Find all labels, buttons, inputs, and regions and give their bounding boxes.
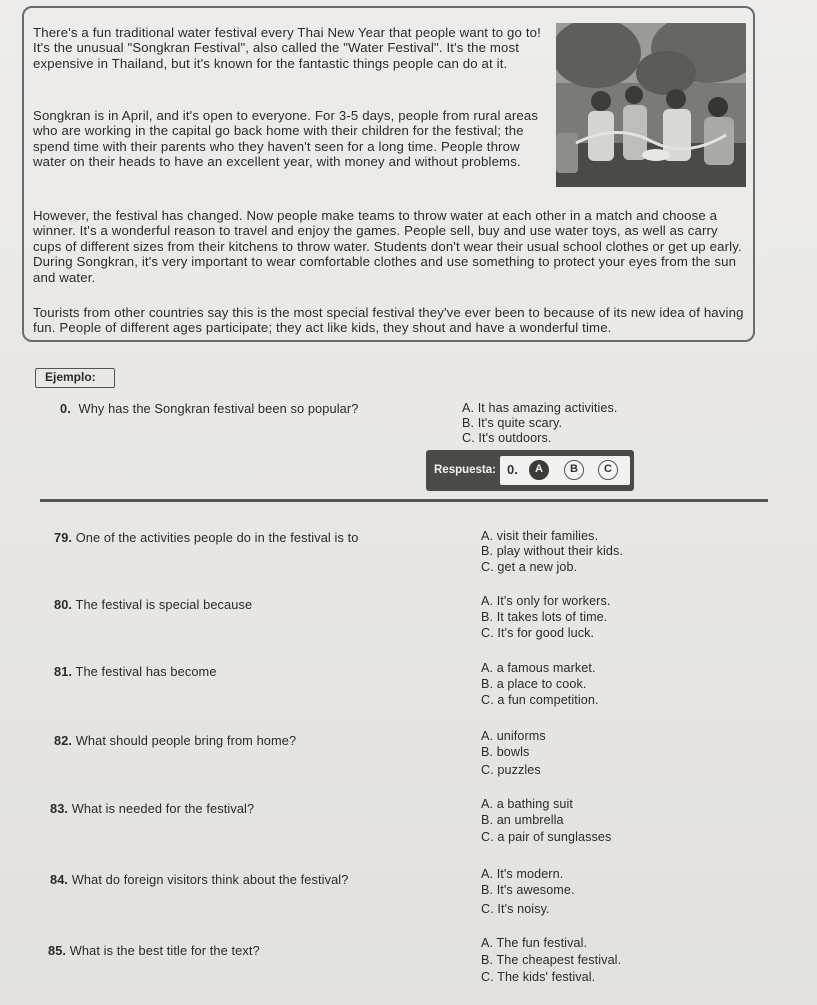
example-question-number: 0. (60, 401, 71, 416)
question-81-option-a: A. a famous market. (481, 661, 596, 675)
question-83-number: 83. (50, 801, 69, 816)
question-82-option-b: B. bowls (481, 745, 530, 759)
answer-bubble-c: C (598, 460, 618, 480)
question-83-option-b: B. an umbrella (481, 813, 564, 827)
example-question-text: Why has the Songkran festival been so popular? (78, 401, 359, 416)
question-85-option-b: B. The cheapest festival. (481, 953, 622, 967)
question-85-option-c: C. The kids' festival. (481, 970, 596, 984)
question-82-option-a: A. uniforms (481, 729, 546, 743)
question-82-option-c: C. puzzles (481, 763, 541, 777)
question-84-option-b: B. It's awesome. (481, 883, 575, 897)
reading-paragraph-3: However, the festival has changed. Now people make teams to throw water at each other in a match and choose a winner. It's a wonderful reason to travel and enjoy the games. People sell, buy and use water toys, as well as carry cups of different sizes from their kitchens to throw water. Students don't wear their usual school clothes or get up early. During Songkran, it's very important to wear comfortable clothes and use something to protect your eyes from the sun and water. (33, 208, 742, 285)
question-84-number: 84. (50, 872, 69, 887)
question-84 (50, 872, 348, 887)
example-option-a: A. It has amazing activities. (462, 401, 618, 415)
example-option-c: C. It's outdoors. (462, 431, 552, 445)
section-divider (40, 499, 768, 502)
example-question (60, 401, 358, 416)
question-85-number: 85. (48, 943, 67, 958)
question-81-option-b: B. a place to cook. (481, 677, 587, 691)
reading-paragraph-2: Songkran is in April, and it's open to everyone. For 3-5 days, people from rural areas who are working in the capital go back home with their children for the festival; the spend time with their parents who they haven't seen for a long time. People throw water on their heads to have an excellent year, with money and without problems. (33, 108, 539, 170)
question-82 (54, 733, 296, 748)
festival-photo (556, 23, 746, 187)
reading-paragraph-4: Tourists from other countries say this is the most special festival they've ever been to because of its new idea of having fun. People of different ages participate; they act like kids, they shout and have a wonderful time. (33, 305, 744, 336)
question-84-text: What do foreign visitors think about the festival? (71, 872, 349, 887)
reading-paragraph-1: There's a fun traditional water festival every Thai New Year that people want to go to! It's the unusual "Songkran Festival", also called the "Water Festival". It's the most expensive in Thailand, but it's known for the fantastic things people can do at it. (33, 25, 541, 71)
question-79 (54, 530, 358, 545)
question-84-option-a: A. It's modern. (481, 867, 564, 881)
question-81 (54, 664, 217, 679)
question-81-text: The festival has become (75, 664, 217, 679)
question-85 (48, 943, 260, 958)
question-80 (54, 597, 252, 612)
question-83-text: What is needed for the festival? (71, 801, 255, 816)
question-84-option-c: C. It's noisy. (481, 902, 550, 916)
question-85-option-a: A. The fun festival. (481, 936, 588, 950)
question-79-number: 79. (54, 530, 73, 545)
answer-label: Respuesta: (434, 464, 496, 476)
question-83-option-c: C. a pair of sunglasses (481, 830, 612, 844)
answer-bubble-b: B (564, 460, 584, 480)
question-83-option-a: A. a bathing suit (481, 797, 574, 811)
answer-bubble-a: A (529, 460, 549, 480)
question-81-option-c: C. a fun competition. (481, 693, 599, 707)
example-label: Ejemplo: (35, 368, 115, 388)
answer-number: 0. (507, 462, 518, 477)
question-83 (50, 801, 254, 816)
question-81-number: 81. (54, 664, 73, 679)
festival-photo-illustration (556, 23, 746, 187)
question-85-text: What is the best title for the text? (69, 943, 260, 958)
example-option-b: B. It's quite scary. (462, 416, 563, 430)
question-82-text: What should people bring from home? (75, 733, 297, 748)
question-80-text: The festival is special because (75, 597, 253, 612)
question-79-text: One of the activities people do in the festival is to (75, 530, 359, 545)
question-79-option-b: B. play without their kids. (481, 544, 623, 558)
question-79-option-a: A. visit their families. (481, 529, 599, 543)
question-80-number: 80. (54, 597, 73, 612)
question-80-option-c: C. It's for good luck. (481, 626, 595, 640)
question-80-option-b: B. It takes lots of time. (481, 610, 608, 624)
question-79-option-c: C. get a new job. (481, 560, 578, 574)
question-82-number: 82. (54, 733, 73, 748)
question-80-option-a: A. It's only for workers. (481, 594, 611, 608)
